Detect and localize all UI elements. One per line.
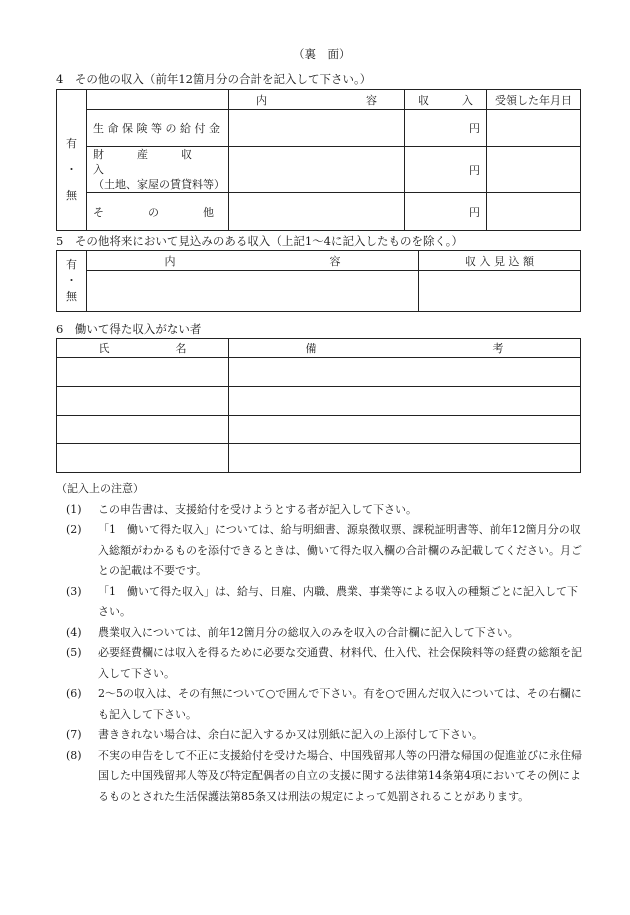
- s4-col-date: 受領した年月日: [487, 90, 581, 110]
- note-item: [56, 684, 586, 725]
- s5-side-mu: 無: [66, 290, 77, 303]
- s6-row3-name-field[interactable]: [57, 416, 229, 444]
- s6-row4-name-field[interactable]: [57, 444, 229, 473]
- s4-col-content: 内 容: [229, 90, 405, 110]
- s5-content-field[interactable]: [87, 271, 419, 312]
- section6-table: [56, 338, 581, 473]
- note-text: この申告書は、支援給付を受けようとする者が記入して下さい。: [98, 502, 417, 516]
- s4-row2-content-field[interactable]: [229, 147, 405, 193]
- s6-row2-name-field[interactable]: [57, 387, 229, 416]
- s4-row2-date-field[interactable]: [487, 147, 581, 193]
- s4-side-mu: 無: [66, 188, 77, 202]
- s4-side-blank: [57, 90, 87, 110]
- s4-row3-income-field[interactable]: [405, 193, 487, 231]
- s4-row1-yen: 円: [469, 122, 480, 135]
- s5-side-label: [57, 251, 87, 312]
- note-num: (2): [66, 523, 82, 536]
- note-text: 必要経費欄には収入を得るために必要な交通費、材料代、仕入代、社会保険料等の経費の総額を記入して下さい。: [98, 646, 582, 680]
- s4-side-label: [57, 110, 87, 231]
- note-num: (8): [66, 748, 82, 762]
- s5-side-yu: 有: [66, 258, 77, 271]
- note-text: 不実の申告をして不正に支援給付を受けた場合、中国残留邦人等の円滑な帰国の促進並びに永住帰国した中国残留邦人等及び特定配偶者の自立の支援に関する法律第14条第4項においてその例によるものとされた生活保護法第85条又は刑法の規定によって処罰されることがあります。: [98, 748, 582, 803]
- section4-title: 4 その他の収入（前年12箇月分の合計を記入して下さい。）: [56, 72, 372, 86]
- s4-row2-label1: 財 産 収 入: [93, 148, 225, 176]
- s6-col-remarks: 備 考: [229, 339, 581, 358]
- note-text: 農業収入については、前年12箇月分の総収入のみを収入の合計欄に記入して下さい。: [98, 625, 519, 639]
- s4-row3-label: そ の 他: [87, 193, 229, 231]
- s6-row3-remarks-field[interactable]: [229, 416, 581, 444]
- s4-row2-income-field[interactable]: [405, 147, 487, 193]
- s4-side-dot: ・: [66, 162, 77, 176]
- note-text: 「1 働いて得た収入」は、給与、日雇、内職、農業、事業等による収入の種類ごとに記入して下さい。: [98, 584, 578, 618]
- note-num: (1): [66, 502, 82, 516]
- note-item: [56, 582, 586, 623]
- notes-title: （記入上の注意）: [56, 482, 144, 495]
- s4-row3-date-field[interactable]: [487, 193, 581, 231]
- s6-row4-remarks-field[interactable]: [229, 444, 581, 473]
- note-num: (5): [66, 646, 82, 659]
- note-num: (3): [66, 584, 82, 598]
- s4-row2-yen: 円: [469, 163, 480, 177]
- s4-label-header-blank: [87, 90, 229, 110]
- s5-expected-field[interactable]: [419, 271, 581, 312]
- s4-row2-label2: （土地、家屋の賃貸料等）: [93, 178, 225, 191]
- notes-section: [56, 479, 586, 807]
- s4-row3-content-field[interactable]: [229, 193, 405, 231]
- s4-row2-label: [87, 147, 229, 193]
- s4-col-income: 収 入: [405, 90, 487, 110]
- s4-row1-income-field[interactable]: [405, 110, 487, 147]
- s4-row1-label: 生 命 保 険 等 の 給 付 金: [87, 110, 229, 147]
- note-num: (7): [66, 728, 82, 741]
- s4-row1-date-field[interactable]: [487, 110, 581, 147]
- s4-row3-yen: 円: [469, 205, 480, 219]
- note-text: 書ききれない場合は、余白に記入するか又は別紙に記入の上添付して下さい。: [98, 728, 483, 741]
- section6-title: 6 働いて得た収入がない者: [56, 322, 202, 336]
- s4-side-yu: 有: [66, 136, 77, 150]
- note-item: [56, 746, 586, 808]
- note-num: (6): [66, 687, 82, 700]
- s5-col-expected: 収 入 見 込 額: [419, 251, 581, 271]
- s4-row1-content-field[interactable]: [229, 110, 405, 147]
- s6-row1-remarks-field[interactable]: [229, 358, 581, 387]
- section5-title: 5 その他将来において見込みのある収入（上記1～4に記入したものを除く。）: [56, 234, 463, 248]
- section5-table: [56, 250, 581, 312]
- note-text: 2～5の収入は、その有無について○で囲んで下さい。有を○で囲んだ収入については、その右欄にも記入して下さい。: [98, 687, 582, 721]
- note-item: [56, 643, 586, 684]
- note-text: 「1 働いて得た収入」については、給与明細書、源泉徴収票、課税証明書等、前年12箇月分の収入総額がわかるものを添付できるときは、働いて得た収入欄の合計欄のみ記載してください。月ごとの記載は不要です。: [98, 523, 582, 577]
- page-header: （裏 面）: [293, 47, 351, 61]
- s5-col-content: 内 容: [87, 251, 419, 271]
- note-item: [56, 500, 586, 521]
- s6-col-name: 氏 名: [57, 339, 229, 358]
- s5-side-dot: ・: [66, 274, 77, 287]
- note-num: (4): [66, 625, 82, 639]
- s6-row2-remarks-field[interactable]: [229, 387, 581, 416]
- note-item: [56, 623, 586, 644]
- section4-table: [56, 89, 581, 231]
- note-item: [56, 520, 586, 582]
- note-item: [56, 725, 586, 746]
- s6-row1-name-field[interactable]: [57, 358, 229, 387]
